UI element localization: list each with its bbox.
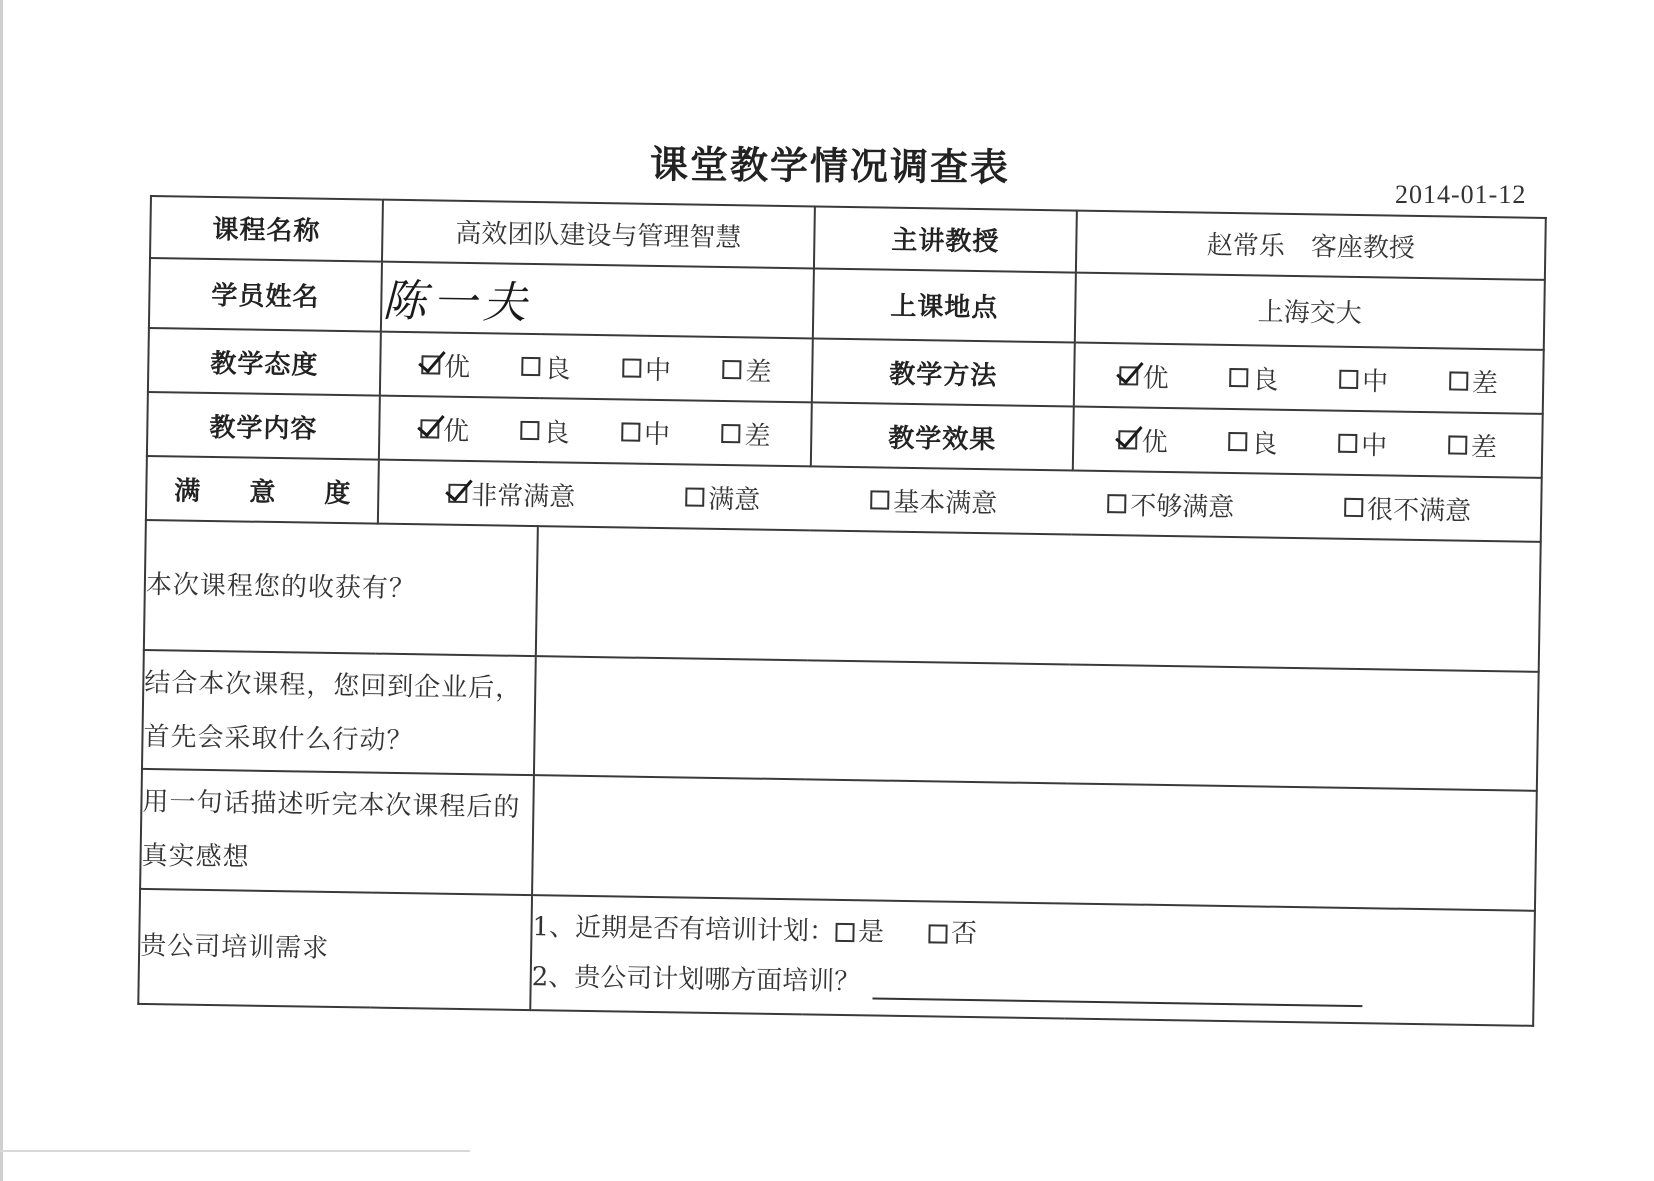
- satisfaction-option-label: 非常满意: [471, 480, 576, 513]
- content-option[interactable]: [420, 410, 470, 448]
- satisfaction-option-label: 很不满意: [1366, 494, 1472, 527]
- effect-option-label: 优: [1141, 427, 1168, 458]
- student-label: 学员姓名: [149, 258, 382, 332]
- gain-answer-field[interactable]: [536, 526, 1541, 672]
- method-option[interactable]: [1229, 359, 1279, 397]
- checkbox-icon[interactable]: [1107, 494, 1126, 513]
- gain-question: 本次课程您的收获有？: [144, 520, 538, 656]
- training-label: 贵公司培训需求: [138, 889, 532, 1010]
- checkbox-icon[interactable]: [1228, 432, 1247, 451]
- checkbox-icon[interactable]: [685, 487, 704, 506]
- content-option-label: 优: [442, 416, 470, 447]
- attitude-option-label: 差: [745, 357, 772, 388]
- attitude-option-label: 优: [443, 352, 471, 383]
- effect-label: 教学效果: [811, 403, 1074, 471]
- effect-option-label: 中: [1360, 430, 1388, 462]
- content-option[interactable]: [520, 411, 570, 449]
- satisfaction-option[interactable]: [1344, 488, 1472, 527]
- checkbox-icon[interactable]: [1229, 368, 1248, 387]
- content-option[interactable]: [721, 415, 771, 453]
- checkbox-icon[interactable]: [621, 422, 640, 441]
- student-name-handwritten: 陈一夫: [381, 261, 814, 338]
- method-options: [1074, 343, 1544, 414]
- checked-checkbox-icon[interactable]: [448, 483, 467, 502]
- training-topic-blank[interactable]: [872, 966, 1362, 1008]
- training-q2: 2、贵公司计划哪方面培训？: [531, 962, 861, 998]
- effect-option[interactable]: [1118, 421, 1168, 459]
- satisfaction-option[interactable]: [685, 478, 761, 516]
- lecturer-value: 赵常乐 客座教授: [1076, 211, 1546, 280]
- training-no-checkbox[interactable]: [928, 924, 947, 943]
- course-label: 课程名称: [150, 196, 383, 261]
- checked-checkbox-icon[interactable]: [1120, 366, 1139, 385]
- attitude-option[interactable]: [421, 346, 471, 384]
- effect-option-label: 差: [1470, 432, 1498, 463]
- method-option-label: 良: [1252, 364, 1279, 396]
- attitude-option-label: 中: [644, 355, 672, 386]
- effect-option-label: 良: [1251, 428, 1278, 460]
- feeling-question: 用一句话描述听完本次课程后的真实感想: [140, 769, 534, 895]
- location-label: 上课地点: [813, 268, 1076, 342]
- method-option-label: 中: [1361, 366, 1389, 398]
- checkbox-icon[interactable]: [622, 358, 641, 377]
- method-label: 教学方法: [812, 339, 1075, 407]
- checkbox-icon[interactable]: [520, 420, 539, 439]
- effect-options: [1073, 407, 1543, 478]
- checkbox-icon[interactable]: [1449, 371, 1468, 390]
- content-option[interactable]: [621, 413, 671, 451]
- attitude-option-label: 良: [544, 353, 571, 385]
- survey-form: [137, 195, 1545, 1027]
- checked-checkbox-icon[interactable]: [420, 419, 439, 438]
- training-no-label: 否: [950, 919, 978, 950]
- checkbox-icon[interactable]: [1344, 497, 1363, 516]
- effect-option[interactable]: [1338, 424, 1388, 462]
- effect-option[interactable]: [1448, 426, 1498, 464]
- checkbox-icon[interactable]: [521, 356, 540, 375]
- effect-option[interactable]: [1228, 423, 1278, 461]
- method-option-label: 优: [1142, 363, 1169, 394]
- training-needs: [530, 895, 1535, 1026]
- feeling-answer-field[interactable]: [532, 776, 1537, 911]
- checked-checkbox-icon[interactable]: [421, 355, 440, 374]
- satisfaction-label: 满 意 度: [146, 456, 379, 524]
- content-option-label: 中: [643, 419, 671, 450]
- method-option[interactable]: [1449, 362, 1499, 400]
- lecturer-label: 主讲教授: [814, 206, 1077, 272]
- attitude-options: [380, 332, 813, 403]
- satisfaction-option[interactable]: [1107, 485, 1235, 524]
- checked-checkbox-icon[interactable]: [1119, 430, 1138, 449]
- training-yes-label: 是: [857, 917, 885, 949]
- method-option-label: 差: [1471, 368, 1499, 399]
- checkbox-icon[interactable]: [1338, 433, 1357, 452]
- content-options: [379, 396, 812, 467]
- attitude-label: 教学态度: [148, 328, 381, 396]
- scan-edge: [0, 0, 3, 1181]
- satisfaction-option[interactable]: [448, 474, 576, 513]
- checkbox-icon[interactable]: [1339, 369, 1358, 388]
- form-date: 2014-01-12: [1395, 180, 1527, 209]
- scan-edge-bottom: [0, 1150, 470, 1152]
- satisfaction-option-label: 基本满意: [893, 487, 998, 519]
- attitude-option[interactable]: [622, 349, 672, 387]
- checkbox-icon[interactable]: [721, 424, 740, 443]
- attitude-option[interactable]: [521, 347, 571, 385]
- course-value: 高效团队建设与管理智慧: [382, 200, 815, 269]
- page-title: 课堂教学情况调查表: [649, 142, 1011, 190]
- satisfaction-option[interactable]: [870, 481, 998, 520]
- survey-table: [137, 195, 1547, 1027]
- checkbox-icon[interactable]: [1448, 435, 1467, 454]
- checkbox-icon[interactable]: [722, 360, 741, 379]
- satisfaction-option-label: 不够满意: [1129, 490, 1235, 523]
- training-q1: 1、近期是否有培训计划：: [532, 912, 836, 948]
- content-option-label: 良: [543, 417, 570, 449]
- attitude-option[interactable]: [722, 351, 772, 389]
- action-answer-field[interactable]: [534, 656, 1539, 791]
- content-option-label: 差: [744, 420, 771, 452]
- checkbox-icon[interactable]: [870, 490, 889, 509]
- method-option[interactable]: [1119, 357, 1169, 395]
- method-option[interactable]: [1339, 360, 1389, 398]
- location-value: 上海交大: [1075, 272, 1545, 350]
- action-question: 结合本次课程，您回到企业后，首先会采取什么行动？: [142, 650, 536, 776]
- training-yes-checkbox[interactable]: [835, 923, 854, 942]
- content-label: 教学内容: [147, 392, 380, 460]
- satisfaction-option-label: 满意: [708, 484, 761, 516]
